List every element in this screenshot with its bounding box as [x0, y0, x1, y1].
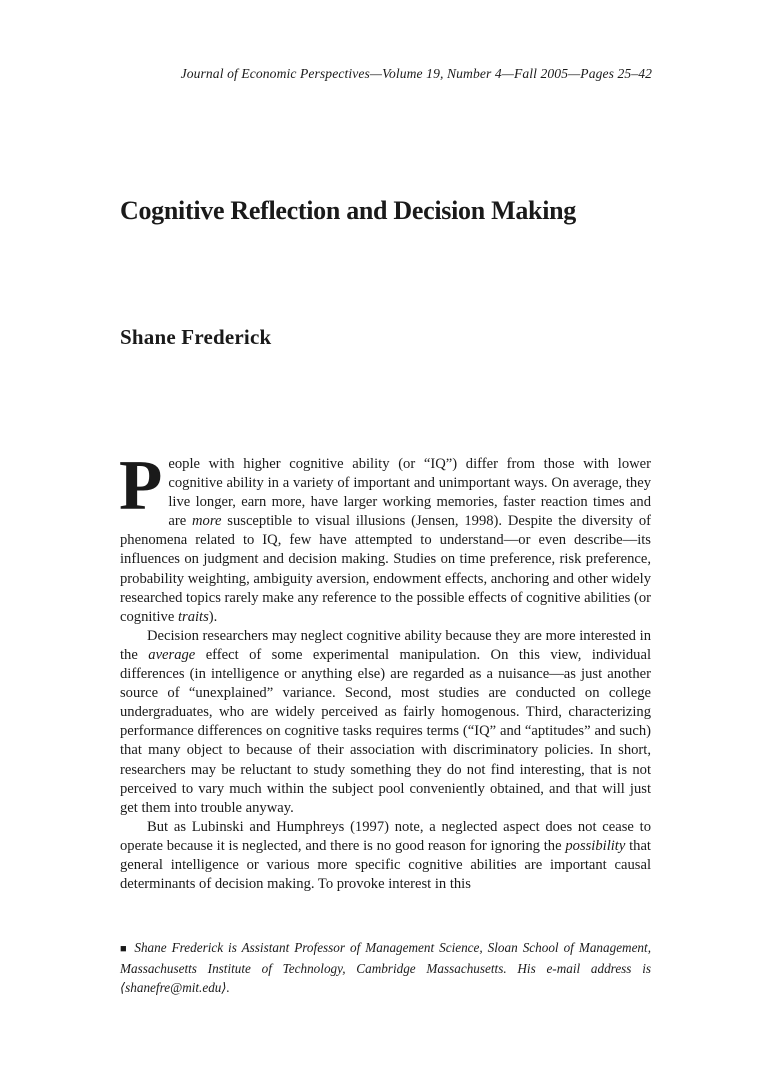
author-footnote: [120, 938, 651, 997]
paragraph-1: [119, 447, 651, 627]
paragraph-2: [120, 627, 651, 818]
paragraph-2-text-b: effect of some experimental manipulation. On this view, individual differences (in intelligence or anything else) are regarded as a nuisance—as just another source of “unexplained” variance. Second, most studies are conducted on college undergraduates, who are widely perceived as fairly homogenous. Third, characterizing performance differences on cognitive tasks requires terms (“IQ” and “aptitudes” and such) that many object to because of their association with discriminatory policies. In short, researchers may be reluctant to study something they do not find interesting, that is not perceived to vary much within the subject pool conveniently obtained, and that will just get them into trouble anyway.: [120, 646, 651, 816]
paragraph-1-text-c: ).: [208, 608, 218, 625]
footnote-text: Shane Frederick is Assistant Professor of Management Science, Sloan School of Management, Massachusetts Institute of Technology, Cambridge Massachusetts. His e-mail address is ⟨shanefre@mit.edu⟩.: [120, 940, 651, 995]
running-head: Journal of Economic Perspectives—Volume 19, Number 4—Fall 2005—Pages 25–42: [180, 66, 652, 81]
paragraph-3: [120, 818, 651, 894]
article-title: Cognitive Reflection and Decision Making: [120, 196, 576, 225]
paragraph-3-text-b: that general intelligence or various more specific cognitive abilities are important causal determinants of decision making. To provoke interest in this: [120, 837, 651, 893]
article-body: [119, 447, 651, 894]
footnote-marker: ■: [120, 943, 129, 955]
paragraph-1-emphasis-more: more: [192, 513, 222, 530]
paragraph-3-text-a: But as Lubinski and Humphreys (1997) note, a neglected aspect does not cease to operate because it is neglected, and there is no good reason for ignoring the: [120, 818, 651, 854]
paragraph-2-text-a: Decision researchers may neglect cognitive ability because they are more interested in the: [120, 627, 651, 663]
paragraph-1-emphasis-traits: traits: [177, 608, 209, 625]
paragraph-1-text-a: eople with higher cognitive ability (or “IQ”) differ from those with lower cognitive ability in a variety of important and unimportant ways. On average, they live longer, earn more, have larger working memories, faster reaction times and are: [168, 456, 651, 530]
author-name: Shane Frederick: [120, 325, 272, 349]
drop-cap: P: [119, 447, 163, 525]
paragraph-2-emphasis-average: average: [148, 646, 196, 663]
paragraph-1-text-b: susceptible to visual illusions (Jensen, 1998). Despite the diversity of phenomena related to IQ, few have attempted to understand—or even describe—its influences on judgment and decision making. Studies on time preference, risk preference, probability weighting, ambiguity aversion, endowment effects, anchoring and other widely researched topics rarely make any reference to the possible effects of cognitive abilities (or cognitive: [120, 513, 651, 625]
paragraph-3-emphasis-possibility: possibility: [565, 837, 626, 854]
